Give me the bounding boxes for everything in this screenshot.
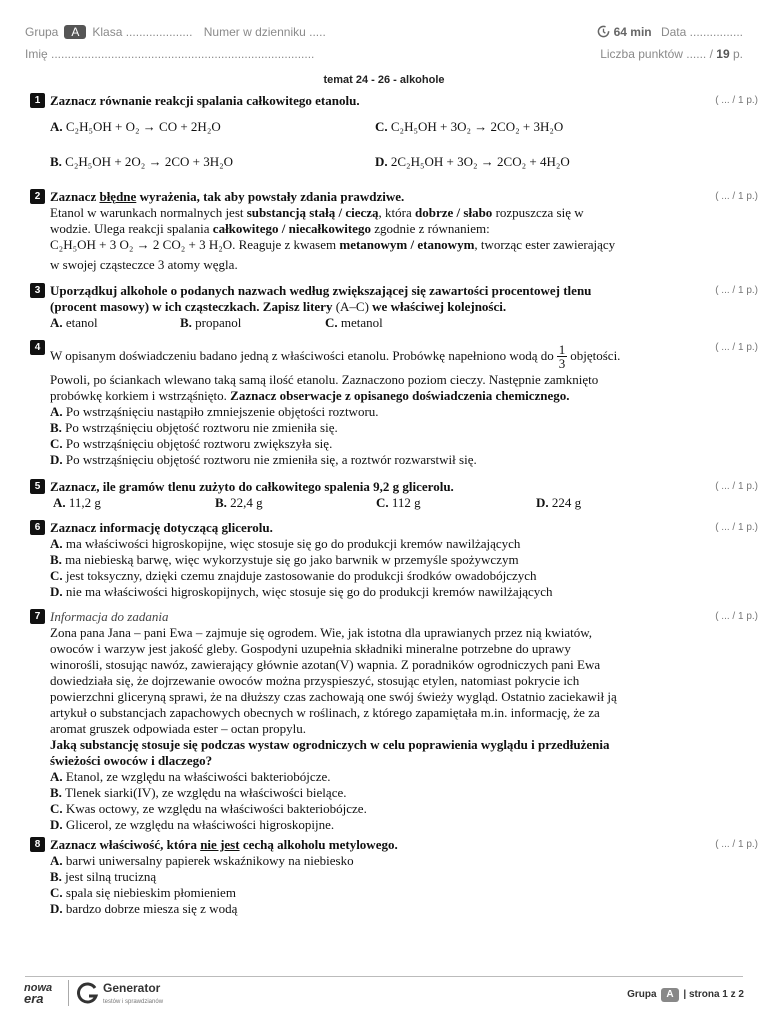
footer-grupa-badge: A [661,988,678,1002]
question-title: Zaznacz równanie reakcji spalania całkowitego etanolu. [50,93,360,108]
option-b[interactable]: B. ma niebieską barwę, więc wykorzystuje się go jako barwnik w przemyśle spożywczym [50,552,519,567]
option-d[interactable]: D. Glicerol, ze względu na właściwości higroskopijne. [50,817,335,832]
choice-solubility[interactable]: dobrze / słabo [415,205,493,220]
footer-divider [25,976,743,977]
points-box: ( ... / 1 p.) [715,611,758,622]
grupa-label: Grupa [25,25,59,39]
question-text-line: w swojej cząsteczce 3 atomy węgla. [50,257,238,272]
points-max: 19 [716,47,730,61]
footer-grupa-label: Grupa [627,989,657,1000]
points-box: ( ... / 1 p.) [715,95,758,106]
question-title: Uporządkuj alkohole o podanych nazwach według zwiększającej się zawartości procentowej tlenu [50,283,592,298]
option-a: A. etanol [50,315,98,330]
points-unit: p. [732,47,743,61]
grupa-badge: A [64,25,86,39]
option-d[interactable]: D. 2C₂H₅OH + 3O₂ → 2CO₂ + 4H₂O [375,154,570,169]
option-a[interactable]: A. C₂H₅OH + O₂ → CO + 2H₂O [50,119,221,134]
info-line: winorośli, stosując nawóz, zawierający głównie azotan(V) wapnia. Z poradników ogrodniczych pani Ewa [50,657,601,672]
option-d[interactable]: D. bardzo dobrze miesza się z wodą [50,901,238,916]
points-box: ( ... / 1 p.) [715,191,758,202]
logo-separator [68,980,69,1006]
question-1 [30,93,758,189]
option-c[interactable]: C. Po wstrząśnięciu objętość roztworu zwiększyła się. [50,436,333,451]
option-b[interactable]: B. Tlenek siarki(IV), ze względu na właściwości bielące. [50,785,347,800]
question-title: Zaznacz właściwość, która nie jest cechą alkoholu metylowego. [50,837,398,852]
points-box: ( ... / 1 p.) [715,481,758,492]
question-title: Zaznacz, ile gramów tlenu zużyto do całkowitego spalenia 9,2 g glicerolu. [50,479,454,494]
question-5 [30,479,758,511]
option-c[interactable]: C. Kwas octowy, ze względu na właściwości bakteriobójcze. [50,801,367,816]
info-line: powierzchni gliceryną sprawi, że na dłuższy czas zachowają one swój świeży wygląd. Ostatnio zaciekawił ją [50,689,617,704]
question-number: 5 [30,479,45,494]
clock-icon [597,25,610,42]
choice-state[interactable]: substancją stałą / cieczą [246,205,379,220]
question-7 [30,609,758,833]
option-b[interactable]: B. Po wstrząśnięciu objętość roztworu nie zmieniła się. [50,420,338,435]
question-8 [30,837,758,917]
question-2 [30,189,758,273]
info-line: owoców i warzyw jest jakość gleby. Gospodyni uzupełnia składniki mineralne potrzebne do uprawy [50,641,571,656]
option-b[interactable]: B. 22,4 g [215,495,263,510]
choice-combustion[interactable]: całkowitego / niecałkowitego [212,221,371,236]
question-number: 2 [30,189,45,204]
question-title-2: (procent masowy) w ich cząsteczkach. Zapisz litery (A–C) we właściwej kolejności. [50,299,507,314]
header-row-2 [25,46,743,64]
option-b[interactable]: B. C₂H₅OH + 2O₂ → 2CO + 3H₂O [50,154,234,169]
option-d[interactable]: D. Po wstrząśnięciu objętość roztworu nie zmieniła się, a roztwór rozwarstwił się. [50,452,477,467]
time-limit: 64 min [613,25,652,39]
question-number: 8 [30,837,45,852]
choice-acid[interactable]: metanowym / etanowym [339,237,475,252]
generator-icon [77,982,99,1008]
header-row-1 [25,24,743,42]
info-heading: Informacja do zadania [50,609,169,624]
points-box: ( ... / 1 p.) [715,285,758,296]
info-line: dowiedziała się, że dojrzewanie owoców można przyspieszyć, stosując etylen, natomiast pokrycie ich [50,673,580,688]
date-field: Data ................ [660,25,743,39]
info-line: aromat gruszek odpowiada ester – octan propylu. [50,721,306,736]
question-text-line: Etanol w warunkach normalnych jest substancją stałą / cieczą, która dobrze / słabo rozpuszcza się w [50,205,584,220]
option-c[interactable]: C. jest toksyczny, dzięki czemu znajduje zastosowanie do produkcji środków owadobójczych [50,568,537,583]
option-a[interactable]: A. Po wstrząśnięciu nastąpiło zmniejszenie objętości roztworu. [50,404,379,419]
question-text-line: C₂H₅OH + 3 O₂ → 2 CO₂ + 3 H₂O. Reaguje z kwasem metanowym / etanowym, tworząc ester zawierający [50,237,616,252]
question-title-2: świeżości owoców i dlaczego? [50,753,213,768]
option-a[interactable]: A. barwi uniwersalny papierek wskaźnikowy na niebiesko [50,853,354,868]
numer-field: Numer w dzienniku ..... [203,25,326,39]
question-number: 6 [30,520,45,535]
option-a[interactable]: A. ma właściwości higroskopijne, więc stosuje się go do produkcji kremów nawilżających [50,536,521,551]
question-4 [30,340,758,468]
fraction: $\frac{1}{3}$ [558,341,566,371]
topic-title: temat 24 - 26 - alkohole [323,74,445,86]
name-field: Imię ............................................................................... [25,47,315,61]
option-b[interactable]: B. jest silną trucizną [50,869,157,884]
question-number: 1 [30,93,45,108]
points-label: Liczba punktów ...... / [600,47,713,61]
question-title: Jaką substancję stosuje się podczas wystaw ogrodniczych w celu poprawienia wyglądu i przedłużenia [50,737,610,752]
question-text-line: wodzie. Ulega reakcji spalania całkowitego / niecałkowitego zgodnie z równaniem: [50,221,490,236]
option-a[interactable]: A. 11,2 g [53,495,101,510]
question-text-line: Powoli, po ściankach wlewano taką samą ilość etanolu. Zaznaczono poziom cieczy. Następnie zamknięto [50,372,599,387]
question-number: 4 [30,340,45,355]
option-c[interactable]: C. 112 g [376,495,421,510]
question-text-line: probówkę korkiem i wstrząśnięto. Zaznacz obserwacje z opisanego doświadczenia chemicznego. [50,388,570,403]
option-c[interactable]: C. spala się niebieskim płomieniem [50,885,236,900]
question-3 [30,283,758,331]
option-c: C. metanol [325,315,383,330]
question-number: 7 [30,609,45,624]
footer-page-info [627,987,744,1003]
info-line: Zona pana Jana – pani Ewa – zajmuje się ogrodem. Wie, jak istotna dla uprawianych przez nią kwiatów, [50,625,593,640]
nowa-era-logo: nowa era [24,982,53,1006]
option-b: B. propanol [180,315,242,330]
info-line: artykuł o substancjach zapachowych obecnych w roślinach, z którego zapamiętała m.in. informację, że za [50,705,600,720]
points-box: ( ... / 1 p.) [715,839,758,850]
option-d[interactable]: D. nie ma właściwości higroskopijnych, więc stosuje się go do produkcji kremów nawilżających [50,584,553,599]
question-title: Zaznacz informację dotyczącą glicerolu. [50,520,273,535]
option-d[interactable]: D. 224 g [536,495,582,510]
question-text-line: W opisanym doświadczeniu badano jedną z właściwości etanolu. Probówkę napełniono wodą do $\frac{1}{3}$ objętości. [50,341,621,371]
page-number: | strona 1 z 2 [683,989,744,1000]
points-box: ( ... / 1 p.) [715,342,758,353]
option-a[interactable]: A. Etanol, ze względu na właściwości bakteriobójcze. [50,769,331,784]
klasa-field: Klasa .................... [92,25,193,39]
question-title: Zaznacz błędne wyrażenia, tak aby powstały zdania prawdziwe. [50,189,405,204]
question-6 [30,520,758,600]
option-c[interactable]: C. C₂H₅OH + 3O₂ → 2CO₂ + 3H₂O [375,119,564,134]
question-number: 3 [30,283,45,298]
points-box: ( ... / 1 p.) [715,522,758,533]
